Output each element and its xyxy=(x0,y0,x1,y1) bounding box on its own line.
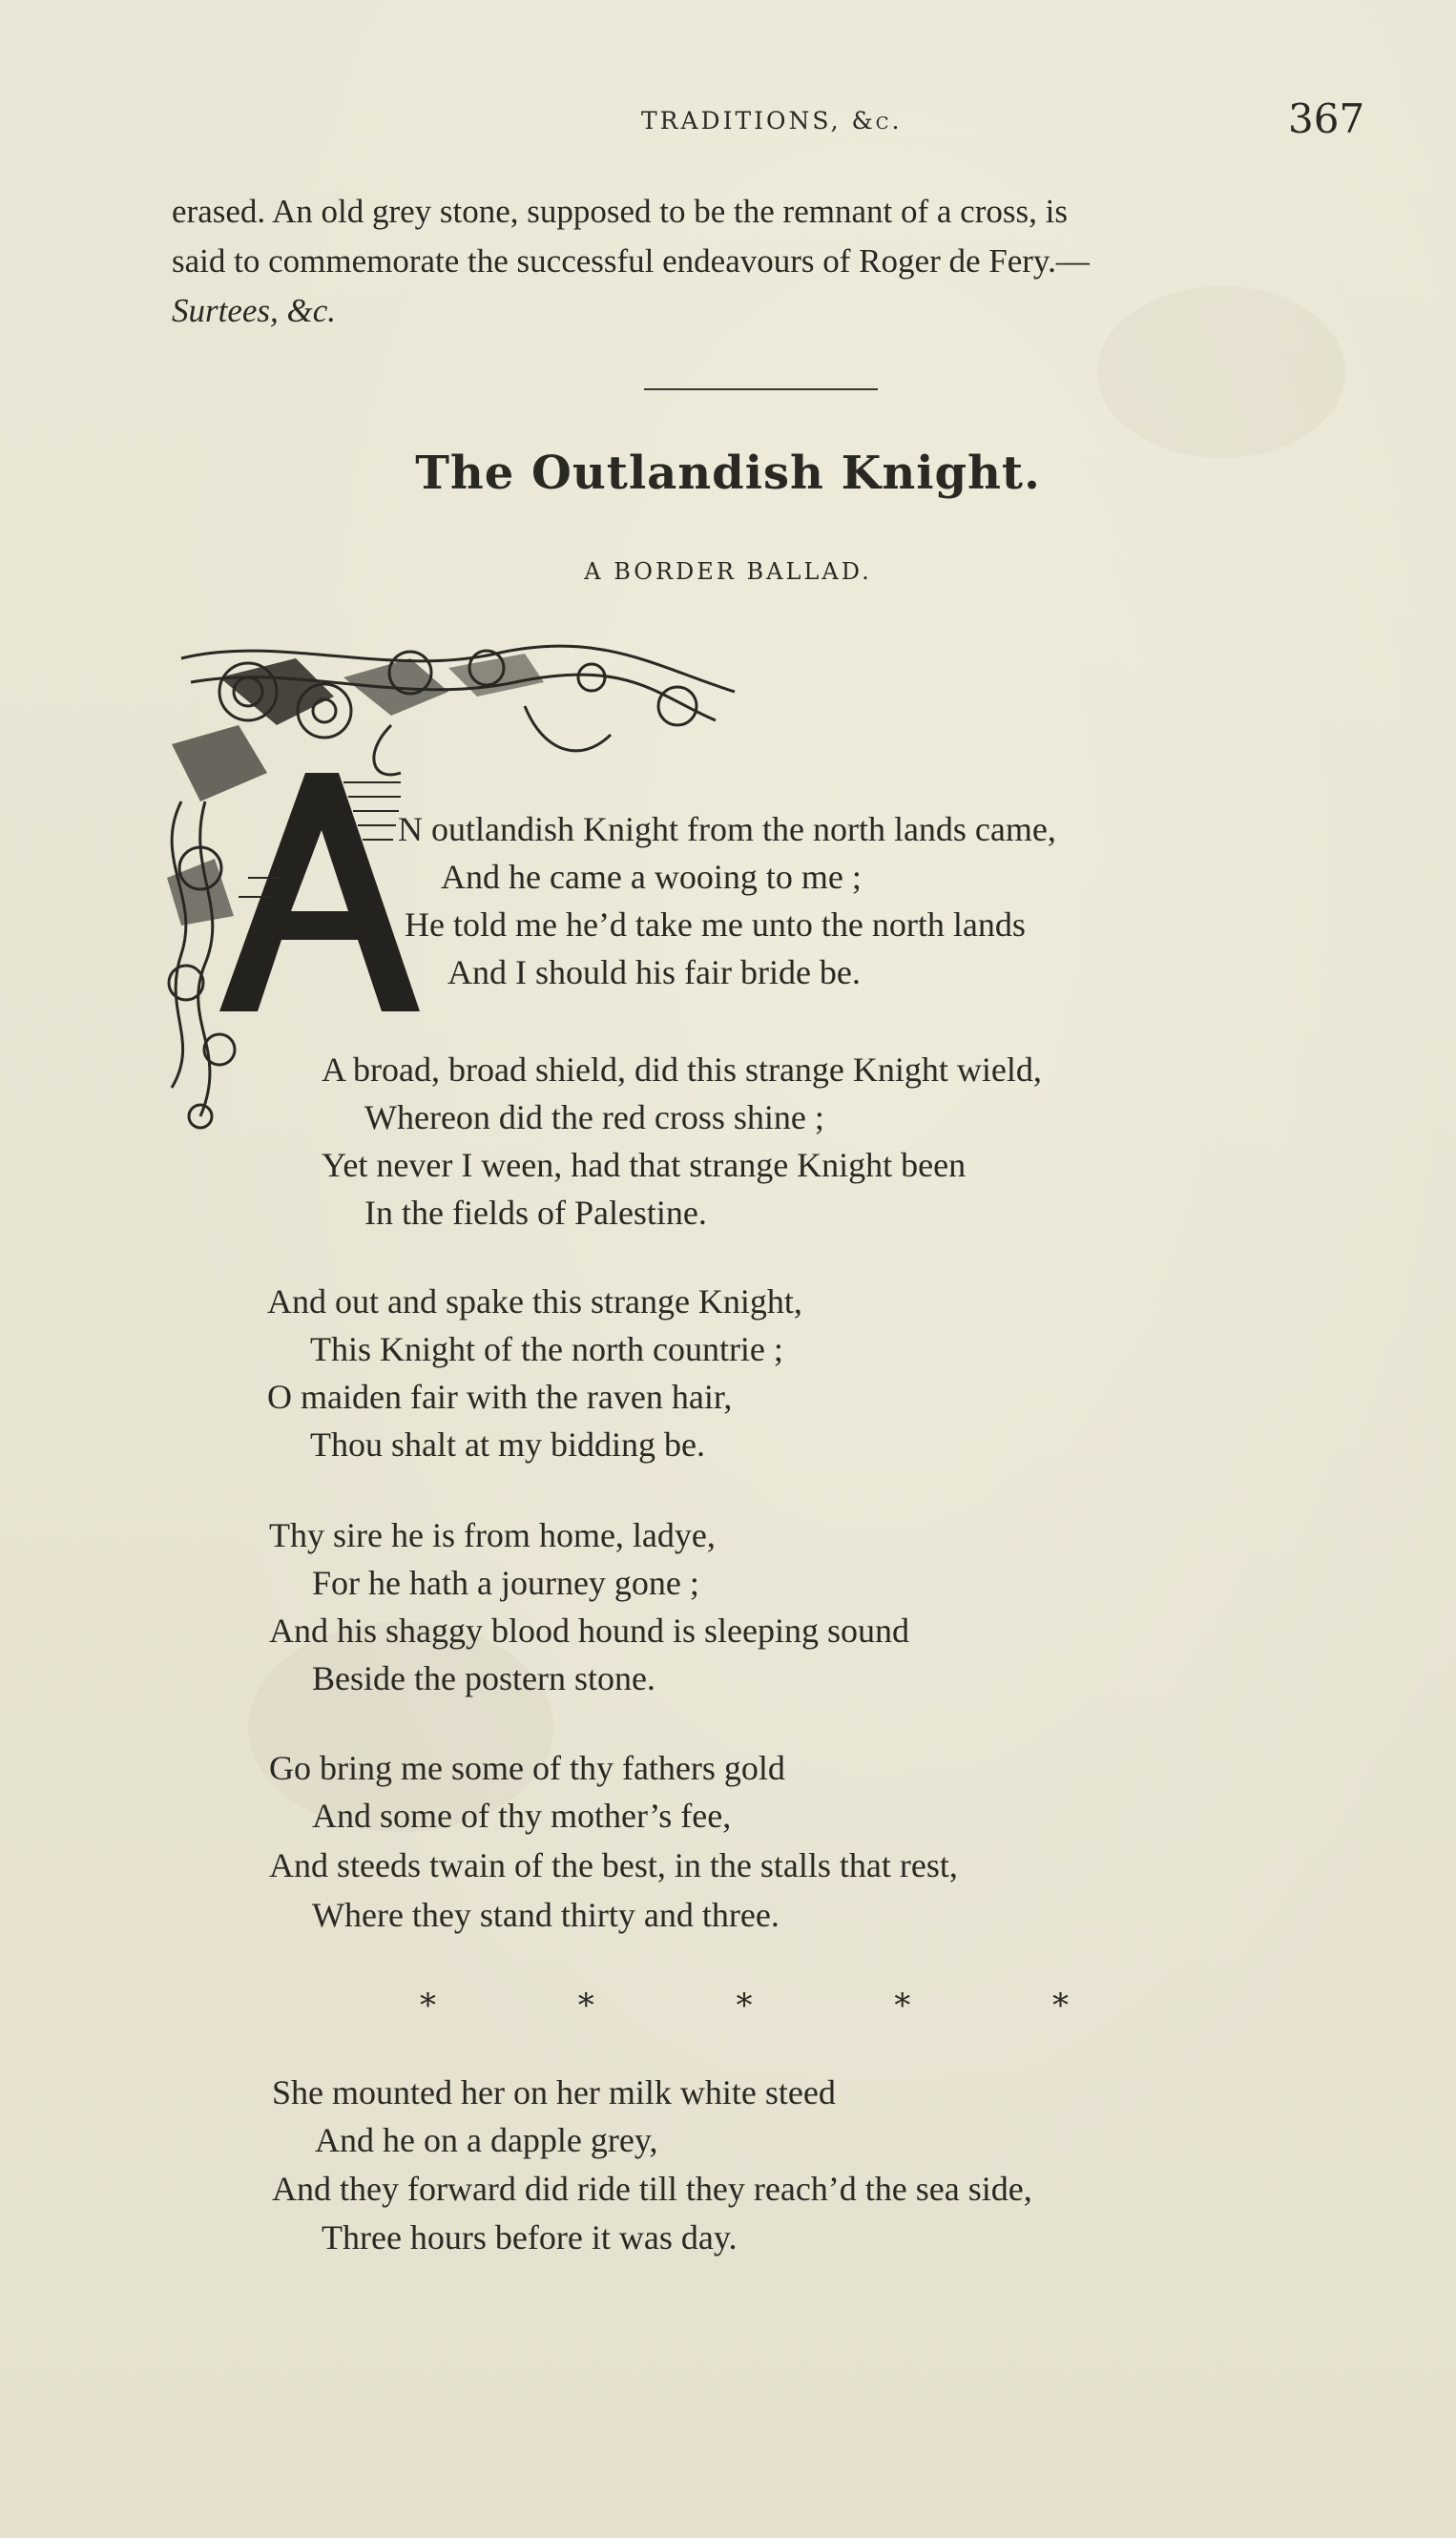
ballad-subtitle: A BORDER BALLAD. xyxy=(584,558,872,585)
asterisk: * xyxy=(894,1987,911,2025)
poem-line: Thy sire he is from home, ladye, xyxy=(269,1516,716,1554)
poem-line: N outlandish Knight from the north lands came, xyxy=(398,810,1056,848)
asterisk: * xyxy=(1052,1987,1069,2025)
poem-line: And I should his fair bride be. xyxy=(447,953,861,991)
poem-line: A broad, broad shield, did this strange Knight wield, xyxy=(322,1051,1042,1089)
poem-line: And his shaggy blood hound is sleeping sound xyxy=(269,1612,909,1650)
citation: Surtees, &c. xyxy=(172,292,337,329)
running-head: TRADITIONS, &c. xyxy=(641,107,903,135)
section-divider xyxy=(644,388,878,390)
poem-line: She mounted her on her milk white steed xyxy=(272,2073,836,2112)
poem-line: Beside the postern stone. xyxy=(312,1659,655,1697)
intro-line: erased. An old grey stone, supposed to be the remnant of a cross, is xyxy=(172,193,1068,230)
ballad-title: The Outlandish Knight. xyxy=(415,447,1041,500)
asterisk: * xyxy=(577,1987,594,2025)
asterisk: * xyxy=(736,1987,753,2025)
poem-line: He told me he’d take me unto the north lands xyxy=(405,905,1026,944)
poem-line: For he hath a journey gone ; xyxy=(312,1564,699,1602)
poem-line: Where they stand thirty and three. xyxy=(312,1896,780,1934)
poem-line: Whereon did the red cross shine ; xyxy=(364,1098,824,1136)
intro-paragraph xyxy=(172,187,1355,336)
poem-line: And some of thy mother’s fee, xyxy=(312,1797,732,1835)
poem-line: Thou shalt at my bidding be. xyxy=(310,1425,705,1464)
poem-line: And steeds twain of the best, in the stalls that rest, xyxy=(269,1846,958,1884)
intro-line: said to commemorate the successful endeavours of Roger de Fery.— xyxy=(172,242,1090,280)
poem-line: In the fields of Palestine. xyxy=(364,1194,707,1232)
poem-line: And out and spake this strange Knight, xyxy=(267,1282,802,1321)
poem-line: And he came a wooing to me ; xyxy=(441,858,862,896)
section-break-asterisks xyxy=(420,1987,1069,2025)
poem-line: Yet never I ween, had that strange Knight been xyxy=(322,1146,967,1184)
poem-line: And they forward did ride till they reach’d the sea side, xyxy=(272,2170,1032,2208)
poem-line: Three hours before it was day. xyxy=(322,2218,738,2257)
poem-line: And he on a dapple grey, xyxy=(315,2121,658,2159)
poem-line: Go bring me some of thy fathers gold xyxy=(269,1749,785,1787)
page-number: 367 xyxy=(1288,95,1365,142)
poem-line: O maiden fair with the raven hair, xyxy=(267,1378,733,1416)
poem-line: This Knight of the north countrie ; xyxy=(310,1330,783,1368)
asterisk: * xyxy=(420,1987,436,2025)
